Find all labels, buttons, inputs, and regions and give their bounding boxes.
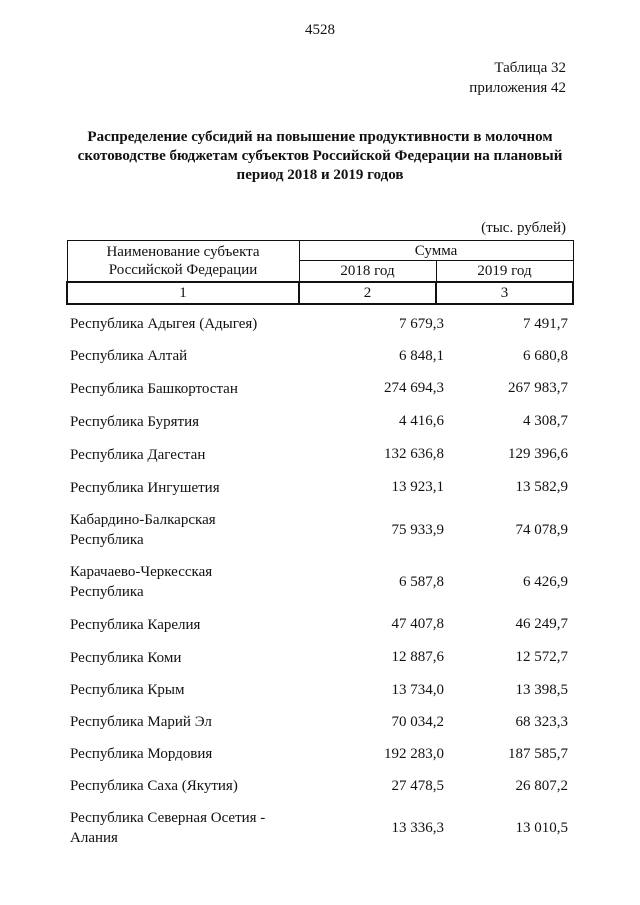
value-2019: 129 396,6 (508, 446, 568, 462)
value-2018: 6 587,8 (399, 573, 444, 590)
column-number-2: 2 (299, 282, 436, 304)
subject-name-line2: Республика (70, 584, 144, 600)
table-row (66, 738, 572, 770)
title-line1: Распределение субсидий на повышение продуктивности в молочном (87, 129, 553, 145)
header-year-2019: 2019 год (436, 261, 573, 282)
value-2018: 12 887,6 (391, 649, 444, 665)
table-row (66, 438, 572, 471)
value-2018: 75 933,9 (391, 521, 444, 538)
table-row (66, 641, 572, 674)
value-2019: 6 426,9 (523, 573, 568, 590)
table-row (66, 504, 572, 556)
value-2018: 274 694,3 (384, 380, 444, 396)
subject-name-line1: Кабардино-Балкарская (70, 512, 216, 528)
table-header (66, 240, 574, 305)
value-2018: 6 848,1 (399, 347, 444, 364)
subject-name: Республика Дагестан (70, 446, 206, 463)
page-number: 4528 (305, 22, 335, 38)
units-label: (тыс. рублей) (481, 220, 566, 236)
table-row (66, 608, 572, 641)
subject-name: Республика Бурятия (70, 413, 200, 430)
subject-name-line1: Республика Северная Осетия - (70, 810, 266, 826)
table-body (66, 308, 572, 854)
table-row (66, 556, 572, 608)
subject-name: Республика Мордовия (70, 746, 213, 762)
value-2019: 13 010,5 (515, 819, 568, 836)
header-year-2018: 2018 год (299, 261, 436, 282)
value-2018: 70 034,2 (391, 713, 444, 730)
subject-name: Республика Алтай (70, 348, 188, 364)
subject-name: Республика Крым (70, 682, 185, 698)
value-2019: 6 680,8 (523, 347, 568, 364)
table-row (66, 308, 572, 340)
header-name-line1: Наименование субъекта (106, 244, 260, 260)
value-2018: 13 923,1 (391, 479, 444, 495)
value-2019: 13 582,9 (515, 479, 568, 495)
table-row (66, 674, 572, 706)
column-number-1: 1 (67, 282, 299, 304)
subject-name (66, 510, 310, 550)
value-2018: 27 478,5 (391, 777, 444, 794)
table-ref-line1: Таблица 32 (494, 60, 566, 76)
value-2018: 13 336,3 (391, 819, 444, 836)
subject-name: Республика Коми (70, 649, 182, 666)
value-2018: 7 679,3 (399, 315, 444, 332)
subject-name: Республика Карелия (70, 616, 201, 633)
table-row (66, 405, 572, 438)
title-line2: скотоводстве бюджетам субъектов Российской Федерации на плановый (77, 148, 563, 164)
header-sum: Сумма (299, 241, 573, 261)
table-row (66, 706, 572, 738)
value-2018: 192 283,0 (384, 745, 444, 762)
value-2019: 12 572,7 (515, 649, 568, 665)
subject-name (66, 808, 310, 848)
table-ref-line2: приложения 42 (469, 80, 566, 96)
value-2018: 4 416,6 (399, 413, 444, 429)
table-row (66, 802, 572, 854)
subject-name: Республика Марий Эл (70, 714, 212, 730)
value-2019: 74 078,9 (515, 521, 568, 538)
header-subject-name (67, 241, 299, 283)
subject-name: Республика Ингушетия (70, 479, 220, 496)
value-2019: 7 491,7 (523, 315, 568, 332)
subject-name-line1: Карачаево-Черкесская (70, 564, 213, 580)
subject-name-line2: Республика (70, 532, 144, 548)
header-name-line2: Российской Федерации (108, 262, 258, 278)
value-2019: 13 398,5 (515, 681, 568, 698)
value-2019: 267 983,7 (508, 380, 568, 396)
subject-name: Республика Адыгея (Адыгея) (70, 316, 258, 332)
value-2018: 132 636,8 (384, 446, 444, 462)
subject-name-line2: Алания (70, 830, 118, 846)
table-row (66, 770, 572, 802)
value-2019: 26 807,2 (515, 777, 568, 794)
table-reference (469, 58, 566, 98)
value-2018: 47 407,8 (391, 616, 444, 632)
value-2019: 68 323,3 (515, 713, 568, 730)
table-row (66, 471, 572, 504)
value-2019: 46 249,7 (515, 616, 568, 632)
subject-name: Республика Башкортостан (70, 380, 238, 397)
value-2019: 4 308,7 (523, 413, 568, 429)
column-number-3: 3 (436, 282, 573, 304)
value-2018: 13 734,0 (391, 681, 444, 698)
document-title (60, 128, 580, 185)
subject-name (66, 562, 310, 602)
table-row (66, 340, 572, 372)
subject-name: Республика Саха (Якутия) (70, 778, 238, 794)
title-line3: период 2018 и 2019 годов (236, 167, 404, 183)
value-2019: 187 585,7 (508, 745, 568, 762)
table-row (66, 372, 572, 405)
